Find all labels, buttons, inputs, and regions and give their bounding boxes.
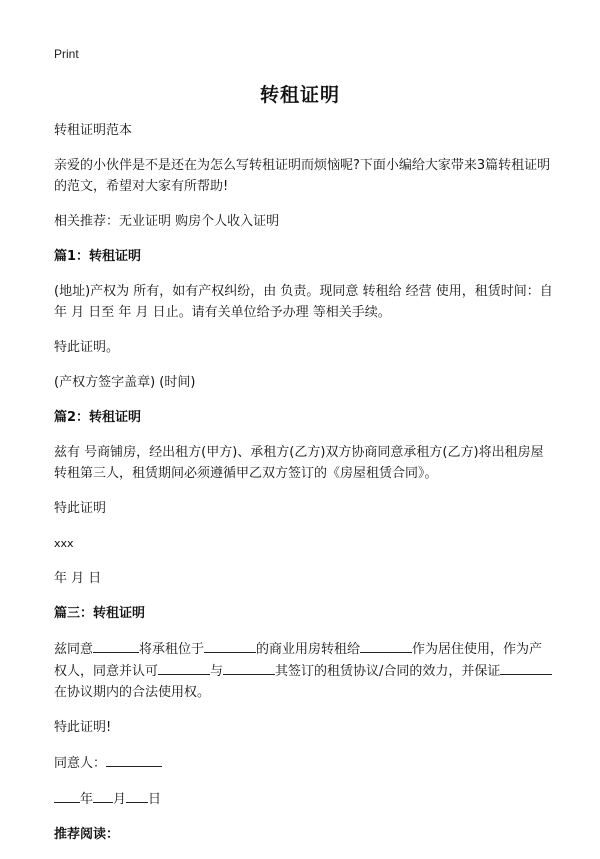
section-3-date-line: 年 月 日 [54, 788, 554, 810]
section-1-body: (地址)产权为 所有，如有产权纠纷，由 负责。现同意 转租给 经营 使用，租赁时间：自 年 月 日至 年 月 日止。请有关单位给予办理 等相关手续。 [54, 284, 553, 320]
section-2-body: 兹有 号商铺房，经出租方(甲方)、承租方(乙方)双方协商同意承租方(乙方)将出租房屋转租第三人，租赁期间必须遵循甲乙双方签订的《房屋租赁合同》。 [54, 445, 544, 481]
related-recommendations: 相关推荐：无业证明 购房个人收入证明 [54, 214, 280, 229]
section-3-certify: 特此证明! [54, 720, 112, 735]
intro-paragraph: 亲爱的小伙伴是不是还在为怎么写转租证明而烦恼呢?下面小编给大家带来3篇转租证明的范文，希望对大家有所帮助! [54, 158, 551, 194]
recommended-heading: 推荐阅读： [54, 827, 120, 842]
blank-field [158, 660, 210, 675]
section-2-certify: 特此证明 [54, 501, 107, 516]
month-blank [93, 788, 113, 803]
section-2-heading: 篇2：转租证明 [54, 410, 142, 425]
section-3-heading: 篇三：转租证明 [54, 606, 146, 621]
print-link[interactable]: Print [54, 47, 79, 61]
section-1-certify: 特此证明。 [54, 340, 120, 355]
year-blank [54, 788, 80, 803]
section-1-heading: 篇1：转租证明 [54, 249, 142, 264]
intro-label: 转租证明范本 [54, 123, 133, 138]
section-1-signature: (产权方签字盖章) (时间) [54, 375, 196, 390]
day-blank [126, 788, 148, 803]
blank-field [223, 660, 275, 675]
section-2-date: 年 月 日 [54, 571, 102, 586]
agree-blank [106, 752, 162, 767]
blank-field [204, 638, 256, 653]
document-body [54, 120, 554, 859]
blank-field [500, 660, 552, 675]
section-2-placeholder: xxx [54, 537, 74, 550]
page-title: 转租证明 [259, 84, 340, 106]
blank-field [93, 638, 139, 653]
section-3-body: 兹同意 将承租位于 的商业用房转租给 作为居住使用，作为产权人，同意并认可 与 其签订的租赁协议/合同的效力，并保证在协议期内的合法使用权。 [54, 638, 554, 703]
section-3-agree-line: 同意人： [54, 752, 554, 774]
blank-field [360, 638, 412, 653]
